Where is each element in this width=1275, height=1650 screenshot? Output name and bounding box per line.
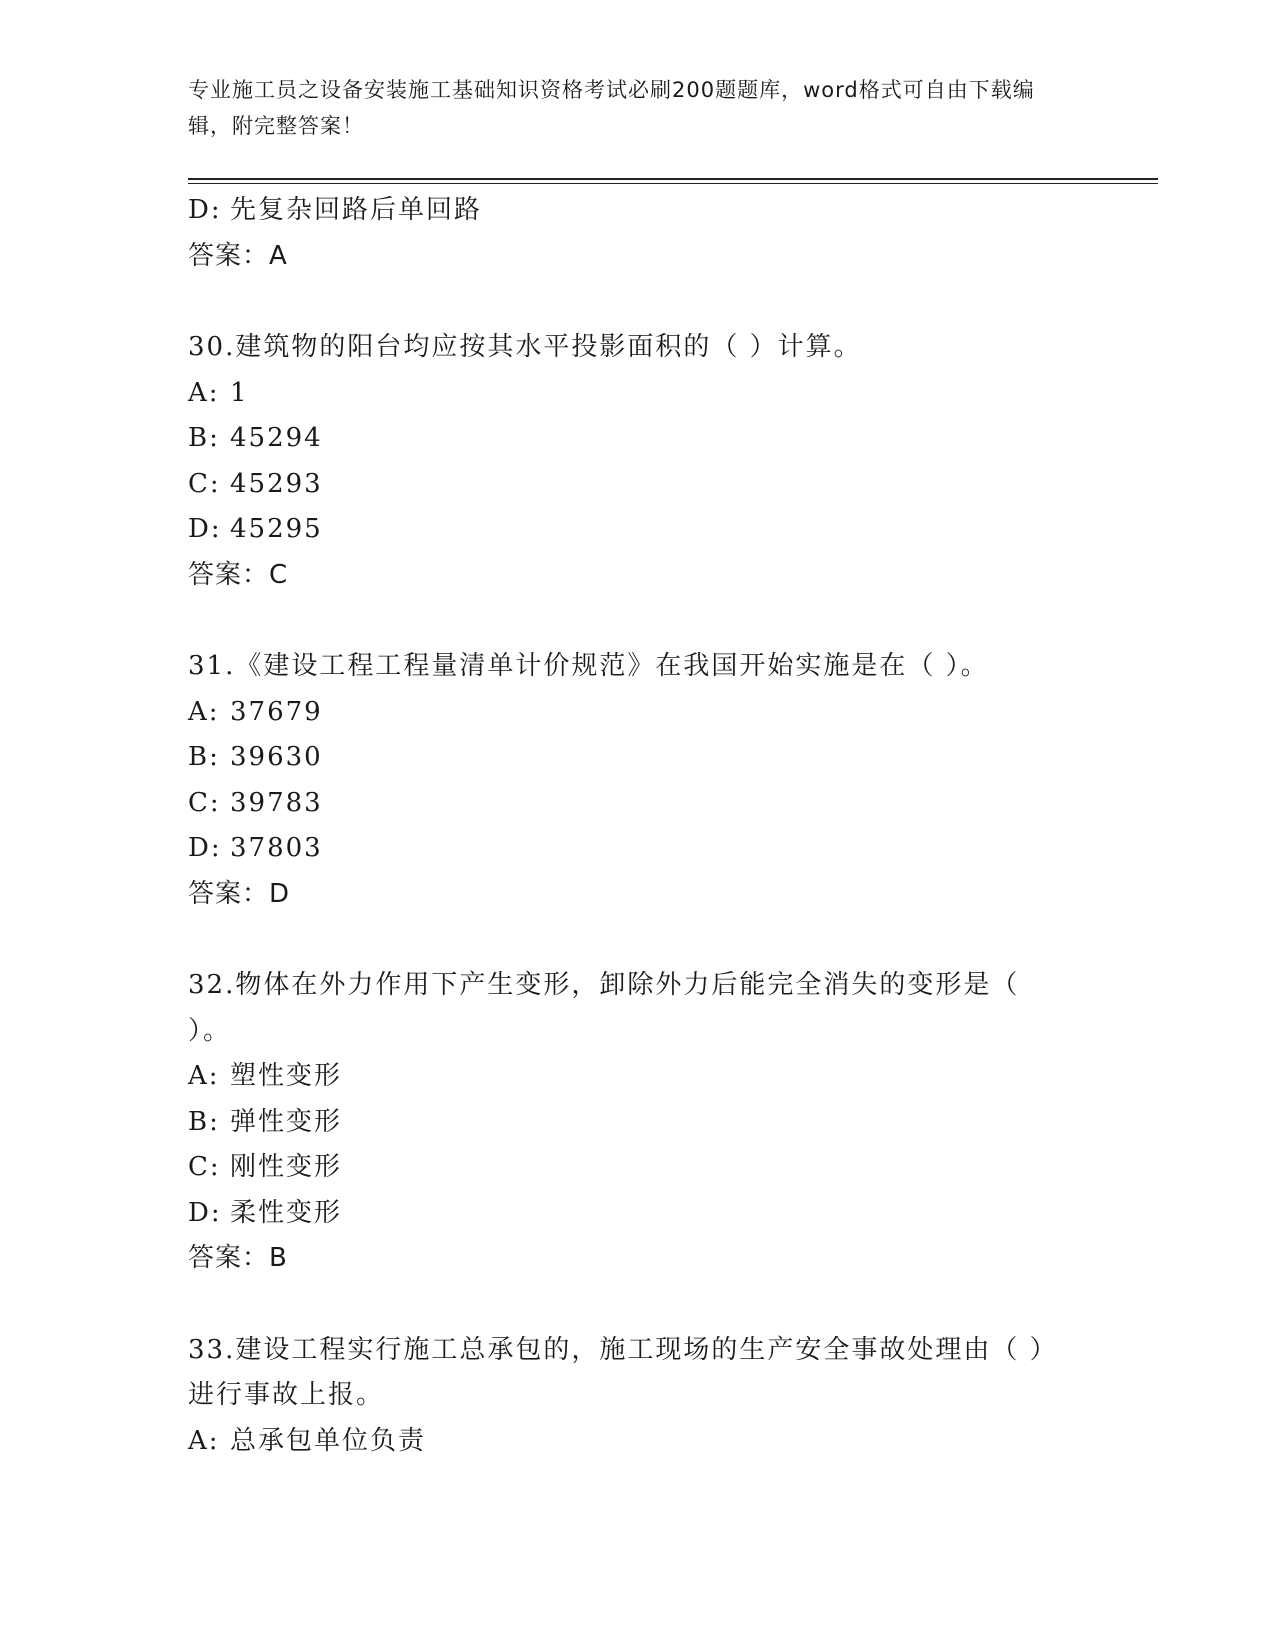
question-stem: 30.建筑物的阳台均应按其水平投影面积的（ ）计算。 [188,332,862,362]
option-label: A: [188,696,220,727]
option-text: 总承包单位负责 [230,1425,427,1456]
option-label: A: [188,1425,220,1456]
option-label: C: [188,1152,221,1182]
option-d [188,1191,1158,1237]
spacer [188,598,1158,644]
question-stem: 32.物体在外力作用下产生变形，卸除外力后能完全消失的变形是（ ）。 [188,970,1020,1046]
option-text: 刚性变形 [230,1152,343,1182]
option-text: 37679 [230,696,323,727]
question-list [188,188,1158,1464]
option-b [188,416,1158,462]
question-stem: 33.建设工程实行施工总承包的，施工现场的生产安全事故处理由（ ）进行事故上报。 [188,1334,1045,1410]
option-c [188,781,1158,827]
answer-line: 答案：C [188,559,289,590]
spacer [188,917,1158,963]
option-text: 先复杂回路后单回路 [230,195,483,225]
option-a [188,690,1158,736]
option-b [188,1100,1158,1146]
header-rule-thick [188,178,1158,180]
option-text: 37803 [230,833,323,863]
spacer [188,1282,1158,1328]
option-c [188,1145,1158,1191]
spacer [188,279,1158,325]
document-page [188,0,1158,1650]
option-d [188,826,1158,872]
option-c [188,462,1158,508]
option-a [188,1419,1158,1465]
option-label: A: [188,377,220,408]
option-a [188,1054,1158,1100]
option-text: 45293 [230,468,323,499]
option-a [188,371,1158,417]
option-text: 塑性变形 [230,1061,343,1091]
option-text: 39630 [230,742,323,772]
option-text: 弹性变形 [230,1106,343,1137]
option-label: C: [188,787,221,818]
option-label: C: [188,468,221,499]
answer-line: 答案：D [188,878,291,909]
option-text: 45295 [230,514,323,544]
option-text: 45294 [230,423,323,453]
option-d [188,507,1158,553]
option-b [188,735,1158,781]
option-label: B: [188,1106,220,1137]
option-text: 1 [230,377,249,408]
option-label: A: [188,1061,220,1091]
option-text: 柔性变形 [230,1197,343,1228]
document-header: 专业施工员之设备安装施工基础知识资格考试必刷200题题库，word格式可自由下载编辑，附完整答案！ [188,78,1035,138]
header-rule-thin [188,183,1158,184]
question-stem: 31.《建设工程工程量清单计价规范》在我国开始实施是在（ ）。 [188,651,989,681]
option-label: D: [188,1197,222,1228]
option-label: D: [188,833,222,863]
option-label: D: [188,514,222,544]
option-label: B: [188,423,220,453]
option-text: 39783 [230,787,323,818]
answer-line: 答案：A [188,240,288,271]
option-label: D: [188,195,222,225]
option-label: B: [188,742,220,772]
answer-line: 答案：B [188,1243,288,1273]
option-d [188,188,1158,234]
